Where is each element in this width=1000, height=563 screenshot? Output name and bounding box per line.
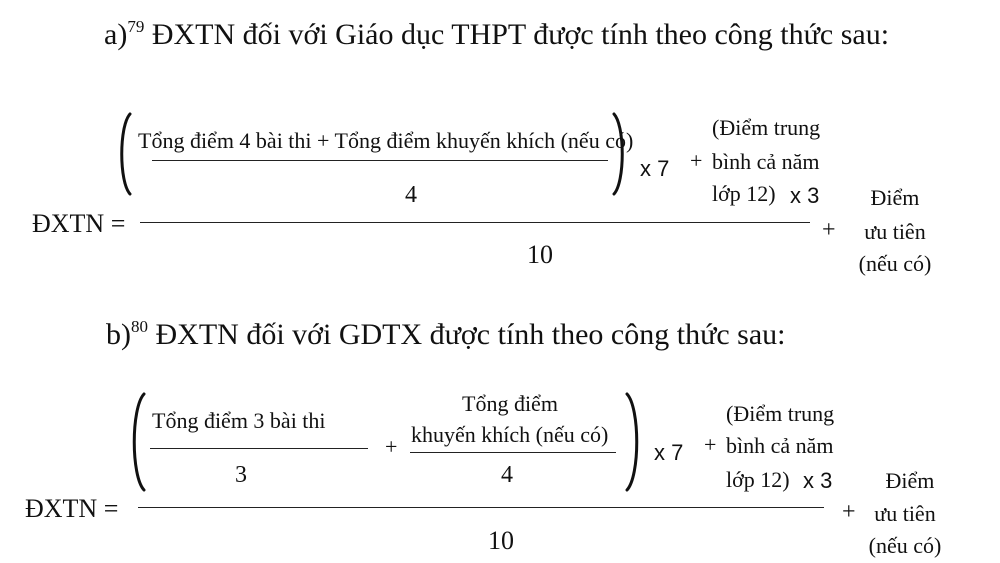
formula-b-lhs: ĐXTN = [25,494,119,523]
formula-b-frac2-denominator: 4 [501,462,513,488]
formula-a-priority-line2: ưu tiên [864,219,926,244]
formula-a-heading [104,18,889,50]
formula-a-lhs: ĐXTN = [32,209,126,238]
formula-b-frac2-numerator-line1: Tổng điểm [462,391,558,416]
formula-a-plus-2: + [822,217,836,243]
formula-a-left-paren [116,112,132,196]
formula-a-right-paren [612,112,628,196]
formula-b-heading-text: ĐXTN đối với GDTX được tính theo công thức sau: [148,318,786,351]
formula-b-plus-inner: + [385,434,398,459]
formula-a-outer-denominator: 10 [527,240,553,269]
formula-a-inner-fraction-bar [152,160,608,161]
formula-a-inner-numerator: Tổng điểm 4 bài thi + Tổng điểm khuyến khích (nếu có) [138,128,634,153]
formula-b-frac2-bar [410,452,616,453]
formula-a-times-seven: x 7 [640,156,670,181]
formula-a-priority-line3: (nếu có) [858,251,932,276]
formula-a-priority-line1: Điểm [870,185,920,210]
formula-b-average-line1: (Điểm trung [726,401,835,426]
formula-b-average-line2: bình cả năm [726,433,834,458]
formula-a-times-three: x 3 [790,183,820,208]
formula-b-frac1-numerator: Tổng điểm 3 bài thi [152,408,326,433]
formula-a-average-line2: bình cả năm [712,149,820,174]
formula-b-priority-line1: Điểm [885,468,935,493]
formula-b-outer-denominator: 10 [488,526,514,555]
formula-b-heading-prefix: b) [106,318,131,351]
formula-a-main-fraction-bar [140,222,810,223]
formula-b-frac1-denominator: 3 [235,462,247,488]
formula-b-frac1-bar [150,448,368,449]
formula-b-priority-line2: ưu tiên [874,501,936,526]
formula-b-heading [106,318,786,350]
formula-b-main-fraction-bar [138,507,824,508]
formula-b-times-seven: x 7 [654,440,684,465]
formula-a-average-line1: (Điểm trung [712,115,821,140]
formula-a-heading-prefix: a) [104,18,128,51]
formula-b-plus-1: + [704,432,717,457]
formula-a-average-line3: lớp 12) [712,181,776,206]
formula-b-times-three: x 3 [803,468,833,493]
formula-b-priority-line3: (nếu có) [868,533,942,558]
formula-a-heading-text: ĐXTN đối với Giáo dục THPT được tính theo công thức sau: [144,18,890,51]
formula-a-plus-1: + [690,148,703,173]
formula-a-footnote-ref: 79 [127,17,145,36]
formula-b-footnote-ref: 80 [131,317,148,336]
formula-b-average-line3: lớp 12) [726,467,790,492]
formula-a-inner-denominator: 4 [405,182,417,208]
formula-b-left-paren [128,392,146,492]
formula-b-plus-2: + [842,499,856,525]
formula-b-right-paren [625,392,643,492]
formula-b-frac2-numerator-line2: khuyến khích (nếu có) [411,422,609,447]
